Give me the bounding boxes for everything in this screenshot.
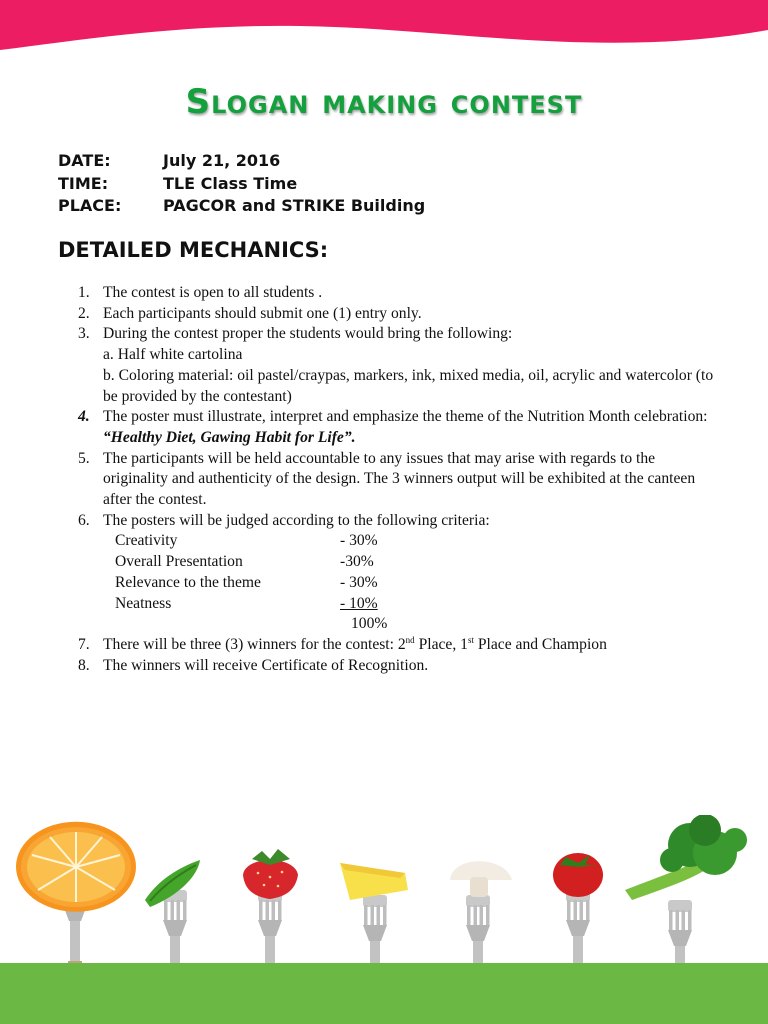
info-label: DATE:	[58, 151, 111, 170]
tomato-icon	[553, 853, 603, 965]
item-number: 8.	[78, 656, 90, 674]
item-text: The posters will be judged according to the following criteria:	[103, 511, 490, 529]
item-number: 6.	[78, 511, 90, 529]
list-item	[70, 324, 720, 345]
item-text: Place, 1	[414, 635, 468, 653]
info-place	[58, 195, 425, 218]
mushroom-icon	[450, 861, 512, 965]
info-date	[58, 150, 425, 173]
item-number: 5.	[78, 449, 90, 467]
info-label: PLACE:	[58, 196, 122, 215]
mechanics-heading: DETAILED MECHANICS:	[58, 238, 329, 262]
item-number: 1.	[78, 284, 90, 301]
ordinal-suffix: nd	[405, 634, 415, 645]
criteria-row	[115, 531, 720, 552]
orange-slice-icon	[16, 822, 136, 965]
page-title: Slogan making contest	[185, 82, 583, 122]
list-item	[70, 449, 720, 511]
info-value: PAGCOR and STRIKE Building	[163, 196, 426, 215]
item-text: Each participants should submit one (1) entry only.	[103, 304, 422, 322]
criteria-name: Neatness	[115, 594, 172, 612]
item-text: The poster must illustrate, interpret and emphasize the theme of the Nutrition Month celebration:	[103, 408, 708, 426]
mechanics-list	[70, 283, 720, 676]
item-number: 7.	[78, 635, 90, 653]
list-item	[70, 304, 720, 325]
criteria-table	[115, 531, 720, 634]
info-label: TIME:	[58, 173, 109, 193]
item-text: Place and Champion	[473, 635, 607, 653]
strawberry-icon	[243, 849, 298, 965]
pea-pod-icon	[145, 860, 200, 965]
item-number: 4.	[78, 408, 90, 426]
theme-text: “Healthy Diet, Gawing Habit for Life”.	[103, 428, 356, 446]
criteria-value: - 30%	[340, 573, 378, 591]
criteria-row	[115, 594, 720, 615]
criteria-row	[115, 552, 720, 573]
criteria-value: -30%	[340, 553, 374, 571]
info-value: July 21, 2016	[163, 151, 281, 170]
list-item	[70, 283, 720, 304]
event-info	[58, 150, 425, 218]
criteria-value: - 10%	[340, 594, 378, 612]
item-number: 2.	[78, 304, 90, 322]
item-text: There will be three (3) winners for the contest: 2	[103, 635, 406, 653]
item-number: 3.	[78, 325, 90, 343]
list-item	[70, 407, 720, 448]
criteria-name: Creativity	[115, 532, 178, 550]
item-text: The participants will be held accountable to any issues that may arise with regards to the originality and authenticity of the design. The 3 winners output will be exhibited at the canteen after the contest.	[103, 449, 696, 509]
broccoli-icon	[625, 815, 747, 965]
item-text: The winners will receive Certificate of Recognition.	[103, 656, 429, 674]
bottom-green-band	[0, 963, 768, 1024]
criteria-value: - 30%	[340, 532, 378, 550]
sub-item: a. Half white cartolina	[103, 346, 243, 364]
item-text: During the contest proper the students would bring the following:	[103, 325, 513, 343]
pineapple-icon	[340, 863, 408, 965]
top-pink-wave	[0, 0, 768, 70]
criteria-total: 100%	[351, 615, 388, 633]
info-time	[58, 173, 425, 196]
criteria-name: Relevance to the theme	[115, 573, 261, 591]
criteria-row	[115, 573, 720, 594]
criteria-total-row	[115, 614, 720, 635]
list-item	[70, 511, 720, 532]
ordinal-suffix: st	[467, 634, 474, 645]
info-value: TLE Class Time	[163, 173, 298, 193]
list-item	[70, 656, 720, 677]
item-text: The contest is open to all students .	[103, 284, 323, 301]
sub-item: b. Coloring material: oil pastel/craypas, markers, ink, mixed media, oil, acrylic and watercolor (to be provided by the contestant)	[103, 366, 714, 405]
fork-vegetables-illustration	[0, 815, 768, 965]
criteria-name: Overall Presentation	[115, 553, 243, 571]
list-item	[70, 635, 720, 656]
